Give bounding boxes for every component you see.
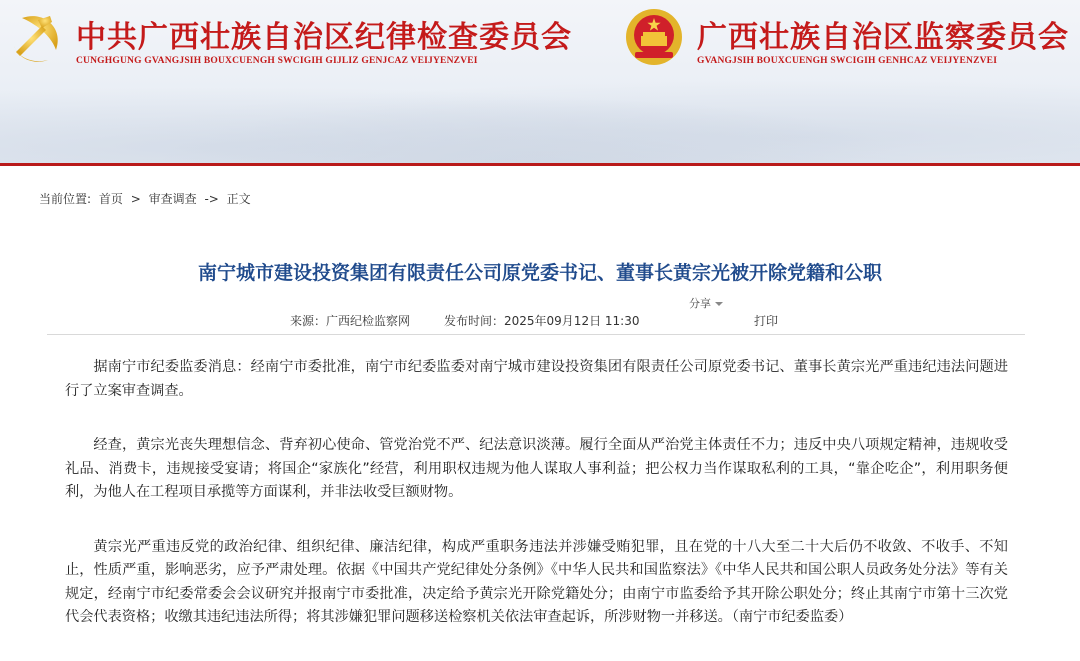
article-publish-time: 发布时间：2025年09月12日 11:30 [444,314,640,328]
article-paragraph: 黄宗光严重违反党的政治纪律、组织纪律、廉洁纪律，构成严重职务违法并涉嫌受贿犯罪，且在党的十八大至二十大后仍不收敛、不收手、不知止，性质严重，影响恶劣，应予严肃处理。依据《中国共产党纪律处分条例》《中华人民共和国监察法》《中华人民共和国公职人员政务处分法》等有关规定，经南宁市纪委常委会会议研究并报南宁市委批准，决定给予黄宗光开除党籍处分；由南宁市监委给予其开除公职处分；终止其南宁市第十三次党代会代表资格；收缴其违纪违法所得；将其涉嫌犯罪问题移送检察机关依法审查起诉，所涉财物一并移送。（南宁市纪委监委） [65,538,1008,625]
article-source: 来源：广西纪检监察网 [290,314,411,328]
banner-background [0,70,1080,166]
party-emblem-icon [8,8,66,66]
article-paragraph: 经查，黄宗光丧失理想信念、背弃初心使命、管党治党不严、纪法意识淡薄。履行全面从严治党主体责任不力；违反中央八项规定精神，违规收受礼品、消费卡，违规接受宴请；将国企“家族化”经营，利用职权违规为他人谋取人事利益；把公权力当作谋取私利的工具，“靠企吃企”，利用职务便利，为他人在工程项目承揽等方面谋利，并非法收受巨额财物。 [65,437,1008,500]
chevron-down-icon [715,302,723,306]
right-org-title: 广西壮族自治区监察委员会 [697,20,1069,55]
left-org-subtitle: CUNGHGUNG GVANGJSIH BOUXCUENGH SWCIGIH GIJLIZ GENJCAZ VEIJYENZVEI [76,56,478,66]
article-body [65,356,1008,661]
breadcrumb-section-link[interactable]: 审查调查 [148,192,197,206]
breadcrumb-current: 正文 [226,192,251,206]
breadcrumb-home-link[interactable]: 首页 [98,192,123,206]
article-title: 南宁城市建设投资集团有限责任公司原党委书记、董事长黄宗光被开除党籍和公职 [197,262,882,284]
share-label: 分享 [689,297,711,310]
article-paragraph: 据南宁市纪委监委消息：经南宁市委批准，南宁市纪委监委对南宁城市建设投资集团有限责任公司原党委书记、董事长黄宗光严重违纪违法问题进行了立案审查调查。 [65,359,1008,399]
breadcrumb-separator: > [130,192,141,206]
header-banner [0,0,1080,166]
right-org-subtitle: GVANGJSIH BOUXCUENGH SWCIGIH GENHCAZ VEIJYENZVEI [697,56,998,66]
print-button[interactable]: 打印 [754,314,779,328]
meta-divider [47,334,1025,335]
share-button[interactable] [689,295,723,311]
breadcrumb-separator: -> [204,192,219,206]
breadcrumb-label: 当前位置: [39,192,92,206]
breadcrumb [39,190,255,207]
banner-divider [0,163,1080,166]
national-emblem-icon [623,6,685,68]
left-org-title: 中共广西壮族自治区纪律检查委员会 [76,20,572,55]
